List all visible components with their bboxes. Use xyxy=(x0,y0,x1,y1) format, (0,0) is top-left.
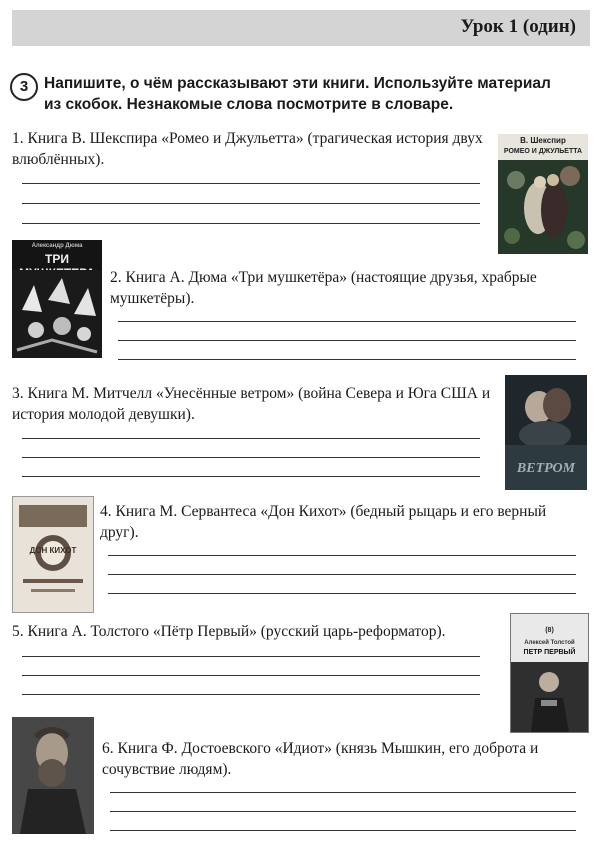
musketeers-illustration xyxy=(12,270,102,358)
answer-line[interactable] xyxy=(22,183,480,184)
cover-title: ВЕТРОМ xyxy=(516,461,576,476)
dostoevsky-portrait-illustration xyxy=(12,717,94,834)
cover-series-badge: (8) xyxy=(545,627,554,634)
couple-illustration xyxy=(498,160,588,254)
three-musketeers-cover xyxy=(12,240,102,358)
tsar-portrait-illustration xyxy=(511,662,588,732)
answer-line[interactable] xyxy=(110,792,576,793)
lesson-header xyxy=(12,10,590,46)
romeo-and-juliet-cover xyxy=(498,134,588,254)
item-2-text: 2. Книга А. Дюма «Три мушкетёра» (настоящие друзья, храбрые мушкетёры). xyxy=(110,269,537,307)
task-instruction: Напишите, о чём рассказывают эти книги. Используйте материал из скобок. Незнакомые слова посмотрите в словаре. xyxy=(44,75,551,113)
cover-title: ПЕТР ПЕРВЫЙ xyxy=(523,649,576,656)
answer-line[interactable] xyxy=(110,811,576,812)
cover-title: ТРИ xyxy=(45,252,69,266)
answer-line[interactable] xyxy=(118,340,576,341)
item-1-text: 1. Книга В. Шекспира «Ромео и Джульетта» (трагическая история двух влюблённых). xyxy=(12,130,483,168)
gone-with-the-wind-cover xyxy=(505,375,587,490)
item-5-text: 5. Книга А. Толстого «Пётр Первый» (русский царь-реформатор). xyxy=(12,623,446,640)
answer-line[interactable] xyxy=(22,223,480,224)
don-quixote-cover xyxy=(12,496,94,613)
task-number-badge: 3 xyxy=(10,73,38,101)
answer-line[interactable] xyxy=(108,574,576,575)
answer-line[interactable] xyxy=(22,438,480,439)
answer-line[interactable] xyxy=(22,457,480,458)
cover-title: РОМЕО И ДЖУЛЬЕТТА xyxy=(503,148,583,155)
answer-line[interactable] xyxy=(22,656,480,657)
item-3-text: 3. Книга М. Митчелл «Унесённые ветром» (война Севера и Юга США и история молодой девушки). xyxy=(12,385,491,423)
answer-line[interactable] xyxy=(118,359,576,360)
answer-line[interactable] xyxy=(22,694,480,695)
answer-line[interactable] xyxy=(118,321,576,322)
item-6-text: 6. Книга Ф. Достоевского «Идиот» (князь Мышкин, его доброта и сочувствие людям). xyxy=(102,740,539,778)
answer-line[interactable] xyxy=(22,203,480,204)
cover-title: ДОН КИХОТ xyxy=(29,546,77,555)
answer-line[interactable] xyxy=(108,593,576,594)
idiot-dostoevsky-portrait xyxy=(12,717,94,834)
answer-line[interactable] xyxy=(22,675,480,676)
peter-the-first-cover xyxy=(510,613,589,733)
answer-line[interactable] xyxy=(110,830,576,831)
lesson-title: Урок 1 (один) xyxy=(460,16,576,37)
cover-author: Александр Дюма xyxy=(31,243,83,249)
cover-author: В. Шекспир xyxy=(520,136,566,145)
answer-line[interactable] xyxy=(22,476,480,477)
cover-author: Алексей Толстой xyxy=(524,640,575,646)
item-4-text: 4. Книга М. Сервантеса «Дон Кихот» (бедный рыцарь и его верный друг). xyxy=(100,503,547,541)
answer-line[interactable] xyxy=(108,555,576,556)
